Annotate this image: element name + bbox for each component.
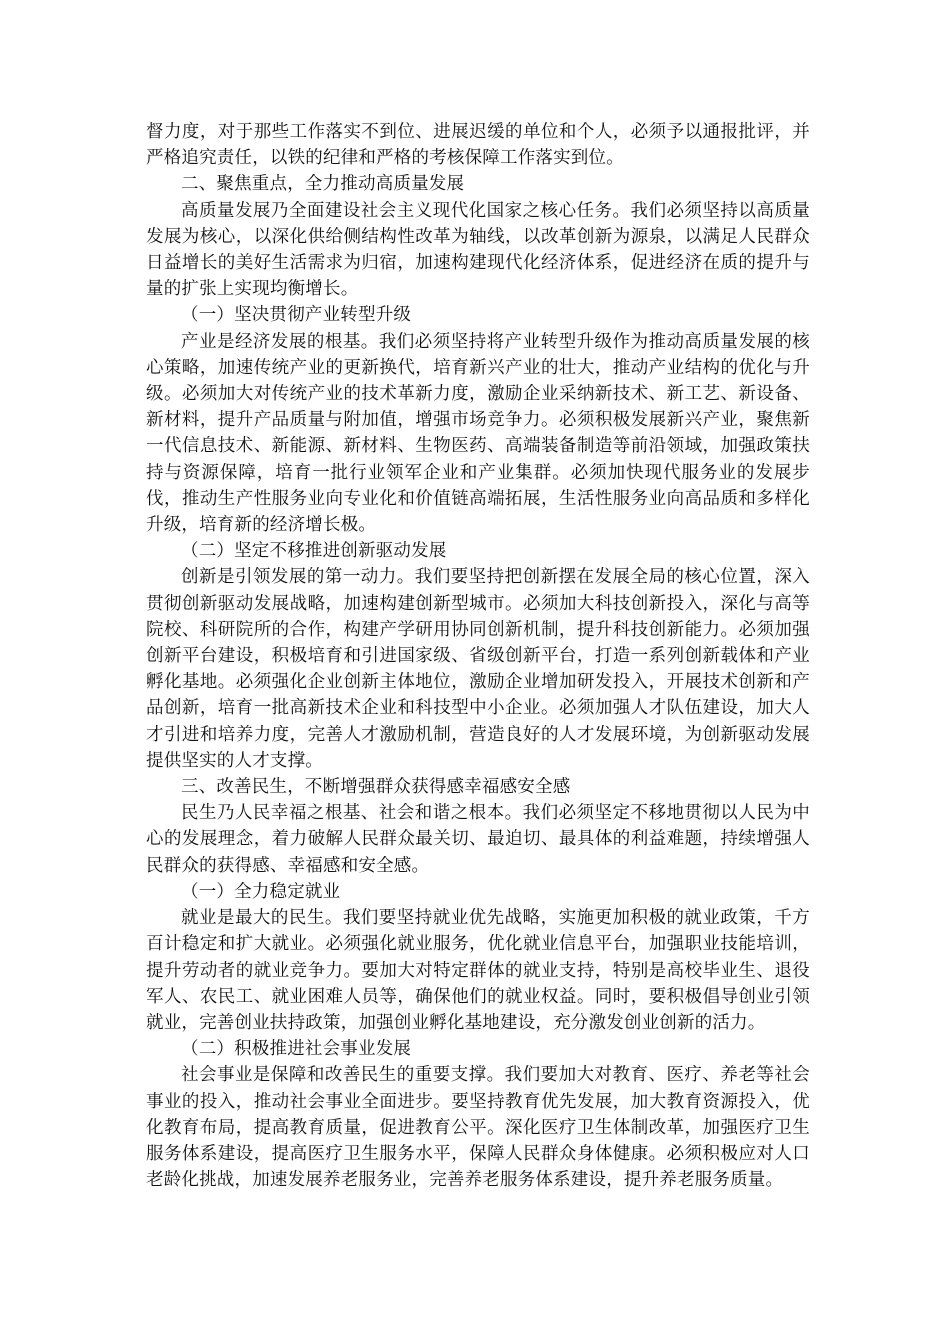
section-heading-3: 三、改善民生，不断增强群众获得感幸福感安全感 [181, 777, 571, 798]
paragraph-innovation: 创新是引领发展的第一动力。我们要坚持把创新摆在发展全局的核心位置，深入贯彻创新驱动发展战略，加速构建创新型城市。必须加大科技创新投入，深化与高等院校、科研院所的合作，构建产学研用协同创新机制，提升科技创新能力。必须加强创新平台建设，积极培育和引进国家级、省级创新平台，打造一系列创新载体和产业孵化基地。必须强化企业创新主体地位，激励企业增加研发投入，开展技术创新和产品创新，培育一批高新技术企业和科技型中小企业。必须加强人才队伍建设，加大人才引进和培养力度，完善人才激励机制，营造良好的人才发展环境，为创新驱动发展提供坚实的人才支撑。 [146, 567, 810, 771]
document-page [146, 119, 810, 1193]
paragraph-industry: 产业是经济发展的根基。我们必须坚持将产业转型升级作为推动高质量发展的核心策略，加速传统产业的更新换代，培育新兴产业的壮大，推动产业结构的优化与升级。必须加大对传统产业的技术革新力度，激励企业采纳新技术、新工艺、新设备、新材料，提升产品质量与附加值，增强市场竞争力。必须积极发展新兴产业，聚焦新一代信息技术、新能源、新材料、生物医药、高端装备制造等前沿领域，加强政策扶持与资源保障，培育一批行业领军企业和产业集群。必须加快现代服务业的发展步伐，推动生产性服务业向专业化和价值链高端拓展，生活性服务业向高品质和多样化升级，培育新的经济增长极。 [146, 331, 810, 536]
paragraph-employment: 就业是最大的民生。我们要坚持就业优先战略，实施更加积极的就业政策，千方百计稳定和扩大就业。必须强化就业服务，优化就业信息平台，加强职业技能培训，提升劳动者的就业竞争力。要加大对特定群体的就业支持，特别是高校毕业生、退役军人、农民工、就业困难人员等，确保他们的就业权益。同时，要积极倡导创业引领就业，完善创业扶持政策，加强创业孵化基地建设，充分激发创业创新的活力。 [146, 908, 810, 1033]
paragraph-high-quality-development: 高质量发展乃全面建设社会主义现代化国家之核心任务。我们必须坚持以高质量发展为核心，以深化供给侧结构性改革为轴线，以改革创新为源泉，以满足人民群众日益增长的美好生活需求为归宿，加速构建现代化经济体系，促进经济在质的提升与量的扩张上实现均衡增长。 [146, 200, 810, 300]
subsection-heading-innovation: （二）坚定不移推进创新驱动发展 [181, 541, 447, 562]
section-heading-2: 二、聚焦重点，全力推动高质量发展 [181, 174, 465, 195]
subsection-heading-industry: （一）坚决贯彻产业转型升级 [181, 305, 412, 326]
paragraph-social: 社会事业是保障和改善民生的重要支撑。我们要加大对教育、医疗、养老等社会事业的投入，推动社会事业全面进步。要坚持教育优先发展，加大教育资源投入，优化教育布局，提高教育质量，促进教育公平。深化医疗卫生体制改革，加强医疗卫生服务体系建设，提高医疗卫生服务水平，保障人民群众身体健康。必须积极应对人口老龄化挑战，加速发展养老服务业，完善养老服务体系建设，提升养老服务质量。 [146, 1065, 810, 1191]
subsection-heading-social: （二）积极推进社会事业发展 [181, 1039, 412, 1060]
paragraph-livelihood: 民生乃人民幸福之根基、社会和谐之根本。我们必须坚定不移地贯彻以人民为中心的发展理念，着力破解人民群众最关切、最迫切、最具体的利益难题，持续增强人民群众的获得感、幸福感和安全感。 [146, 803, 810, 876]
subsection-heading-employment: （一）全力稳定就业 [181, 881, 341, 902]
paragraph-continuation: 督力度，对于那些工作落实不到位、进展迟缓的单位和个人，必须予以通报批评，并严格追究责任，以铁的纪律和严格的考核保障工作落实到位。 [146, 122, 810, 169]
